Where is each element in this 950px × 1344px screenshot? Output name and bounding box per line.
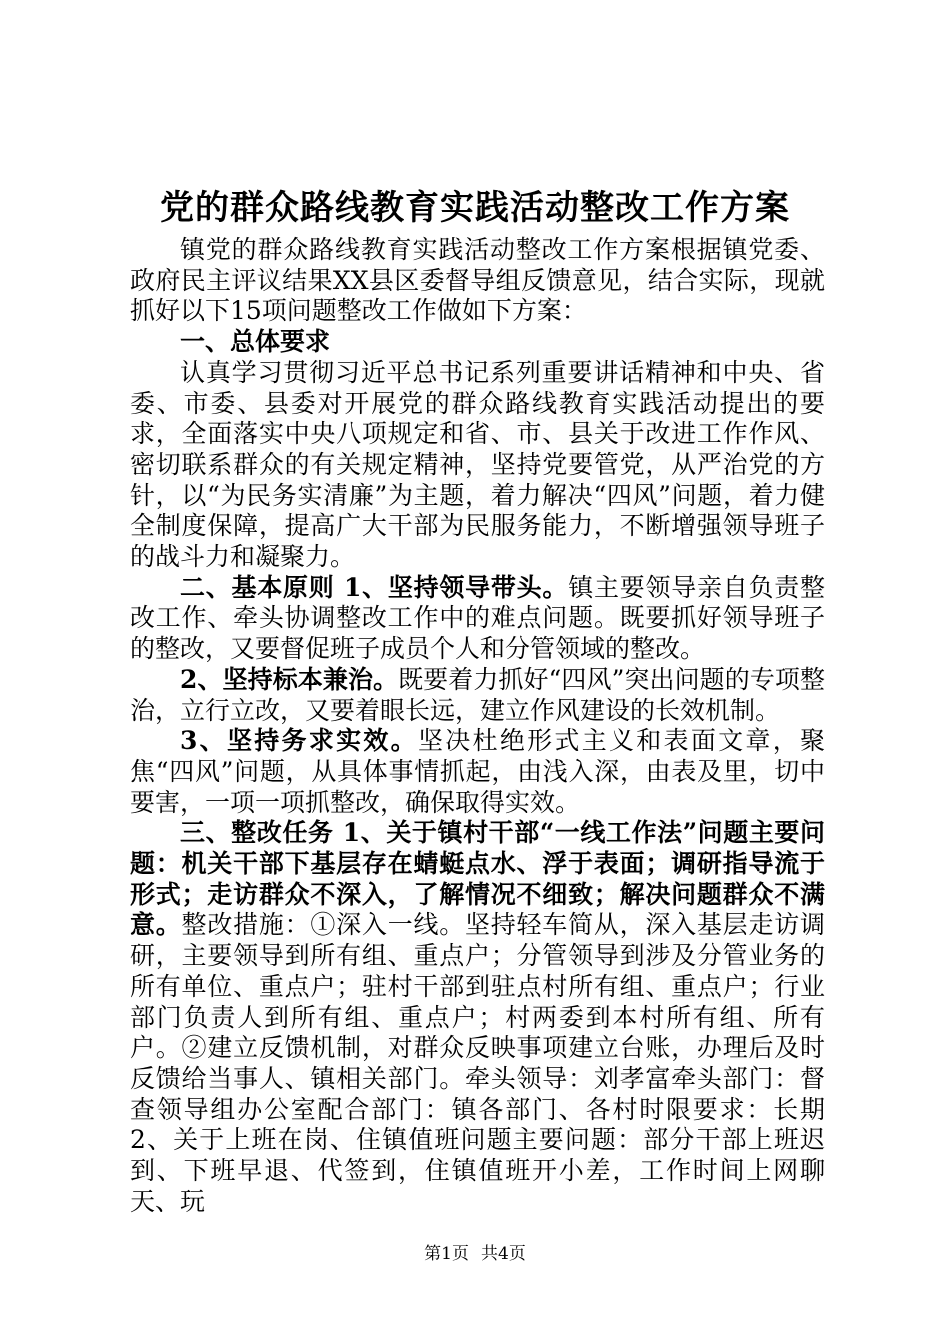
section-heading-general: 一、总体要求 [180, 327, 331, 357]
document-body [130, 235, 825, 1218]
principle-leadership-heading: 二、基本原则 1、坚持领导带头。 [180, 572, 569, 602]
page-total: 共4页 [481, 1244, 526, 1264]
tasks-paragraph [130, 818, 825, 1217]
general-requirements-paragraph: 认真学习贯彻习近平总书记系列重要讲话精神和中央、省委、市委、县委对开展党的群众路线教育实践活动提出的要求，全面落实中央八项规定和省、市、县关于改进工作作风、密切联系群众的有关规定精神，坚持党要管党，从严治党的方针，以“为民务实清廉”为主题，着力解决“四风”问题，着力健全制度保障，提高广大干部为民服务能力，不断增强领导班子的战斗力和凝聚力。 [130, 357, 825, 572]
principle-leadership-paragraph [130, 573, 825, 665]
principle-results-paragraph [130, 726, 825, 818]
principle-results-heading: 3、坚持务求实效。 [180, 726, 418, 756]
principle-leadership-text: 镇主要领导亲自负责整改工作、牵头协调整改工作中的难点问题。既要抓好领导班子的整改，又要督促班子成员个人和分管领域的整改。 [130, 572, 825, 664]
principle-root-heading: 2、坚持标本兼治。 [180, 664, 399, 694]
principle-root-paragraph [130, 665, 825, 726]
tasks-text: 整改措施：①深入一线。坚持轻车简从，深入基层走访调研，主要领导到所有组、重点户；分管领导到涉及分管业务的所有单位、重点户；驻村干部到驻点村所有组、重点户；行业部门负责人到所有组、重点户；村两委到本村所有组、所有户。②建立反馈机制，对群众反映事项建立台账，办理后及时反馈给当事人、镇相关部门。牵头领导：刘孝富牵头部门：督查领导组办公室配合部门：镇各部门、各村时限要求：长期 2、关于上班在岗、住镇值班问题主要问题：部分干部上班迟到、下班早退、代签到，住镇值班开小差，工作时间上网聊天、玩 [130, 910, 825, 1216]
intro-paragraph: 镇党的群众路线教育实践活动整改工作方案根据镇党委、政府民主评议结果XX县区委督导组反馈意见，结合实际，现就抓好以下15项问题整改工作做如下方案： [130, 235, 825, 326]
tasks-heading: 三、整改任务 1、关于镇村干部“一线工作法”问题主要问题：机关干部下基层存在蜻蜓点水、浮于表面；调研指导流于形式；走访群众不深入，了解情况不细致；解决问题群众不满意。 [130, 818, 825, 940]
page-footer [0, 1242, 950, 1266]
document-title: 党的群众路线教育实践活动整改工作方案 [160, 188, 790, 228]
principle-root-text: 既要着力抓好“四风”突出问题的专项整治，立行立改，又要着眼长远，建立作风建设的长效机制。 [130, 664, 825, 725]
principle-results-text: 坚决杜绝形式主义和表面文章，聚焦“四风”问题，从具体事情抓起，由浅入深，由表及里，切中要害，一项一项抓整改，确保取得实效。 [130, 726, 825, 817]
page-number: 第1页 [424, 1244, 469, 1264]
